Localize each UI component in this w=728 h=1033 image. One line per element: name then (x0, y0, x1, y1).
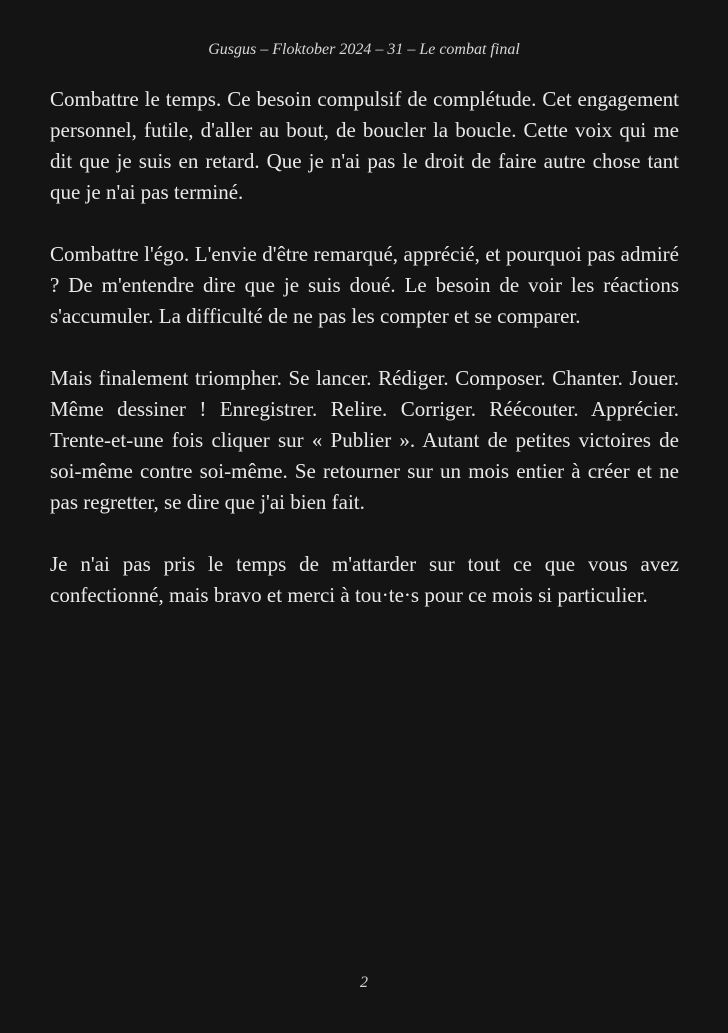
body-text (50, 84, 679, 642)
paragraph: Mais finalement triompher. Se lancer. Rédiger. Composer. Chanter. Jouer. Même dessiner ! Enregistrer. Relire. Corriger. Réécouter. Apprécier. Trente-et-une fois cliquer sur « Publier ». Autant de petites victoires de soi-même contre soi-même. Se retourner sur un mois entier à créer et ne pas regretter, se dire que j'ai bien fait. (50, 366, 679, 514)
page-number: 2 (360, 974, 368, 991)
paragraph: Je n'ai pas pris le temps de m'attarder sur tout ce que vous avez confectionné, mais bravo et merci à tou·te·s pour ce mois si particulier. (50, 552, 679, 607)
running-header: Gusgus – Floktober 2024 – 31 – Le combat final (208, 41, 520, 58)
paragraph: Combattre le temps. Ce besoin compulsif de complétude. Cet engagement personnel, futile, d'aller au bout, de boucler la boucle. Cette voix qui me dit que je suis en retard. Que je n'ai pas le droit de faire autre chose tant que je n'ai pas terminé. (50, 87, 679, 204)
paragraph: Combattre l'égo. L'envie d'être remarqué, apprécié, et pourquoi pas admiré ? De m'entendre dire que je suis doué. Le besoin de voir les réactions s'accumuler. La difficulté de ne pas les compter et se comparer. (50, 242, 679, 328)
